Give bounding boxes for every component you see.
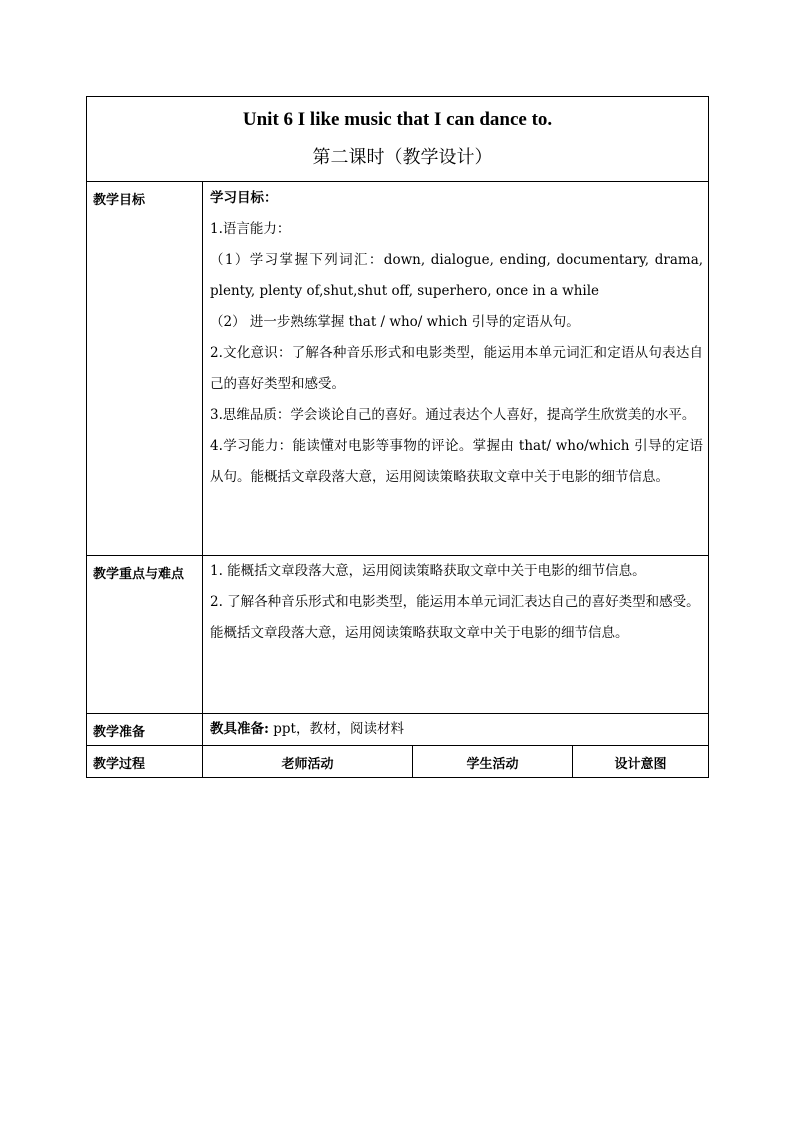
lesson-plan-document [86, 96, 708, 778]
title-cell [87, 97, 709, 182]
objectives-heading: 学习目标： [210, 190, 278, 206]
title-english: Unit 6 I like music that I can dance to. [242, 109, 553, 130]
lesson-plan-table [86, 96, 709, 778]
preparation-content [203, 714, 709, 746]
key-points-label: 教学重点与难点 [87, 556, 203, 714]
key-point-line: 2. 了解各种音乐形式和电影类型，能运用本单元词汇表达自己的喜好类型和感受。 [210, 594, 700, 610]
process-column-teacher: 老师活动 [203, 746, 413, 778]
objectives-label: 教学目标 [87, 182, 203, 556]
preparation-text: ppt，教材，阅读材料 [268, 721, 404, 737]
title-chinese: 第二课时（教学设计） [312, 147, 493, 168]
objectives-content [203, 182, 709, 556]
objective-line: （1）学习掌握下列词汇：down, dialogue, ending, documentary, drama, plenty, plenty of,shut,shut off, superhero, once in a while [210, 252, 704, 299]
key-point-line: 能概括文章段落大意，运用阅读策略获取文章中关于电影的细节信息。 [210, 625, 629, 641]
preparation-prefix: 教具准备: [210, 721, 269, 737]
process-column-intent: 设计意图 [573, 746, 709, 778]
process-label: 教学过程 [87, 746, 203, 778]
objective-line: 3.思维品质：学会谈论自己的喜好。通过表达个人喜好，提高学生欣赏美的水平。 [210, 407, 696, 423]
key-points-content [203, 556, 709, 714]
objective-line: 2.文化意识：了解各种音乐形式和电影类型，能运用本单元词汇和定语从句表达自己的喜好类型和感受。 [210, 345, 704, 392]
key-point-line: 1. 能概括文章段落大意，运用阅读策略获取文章中关于电影的细节信息。 [210, 563, 646, 579]
objective-line: 1.语言能力： [210, 221, 291, 237]
process-column-student: 学生活动 [413, 746, 573, 778]
preparation-label: 教学准备 [87, 714, 203, 746]
objective-line: （2） 进一步熟练掌握 that / who/ which 引导的定语从句。 [210, 314, 580, 330]
objective-line: 4.学习能力：能读懂对电影等事物的评论。掌握由 that/ who/which 引导的定语从句。能概括文章段落大意，运用阅读策略获取文章中关于电影的细节信息。 [210, 438, 704, 485]
